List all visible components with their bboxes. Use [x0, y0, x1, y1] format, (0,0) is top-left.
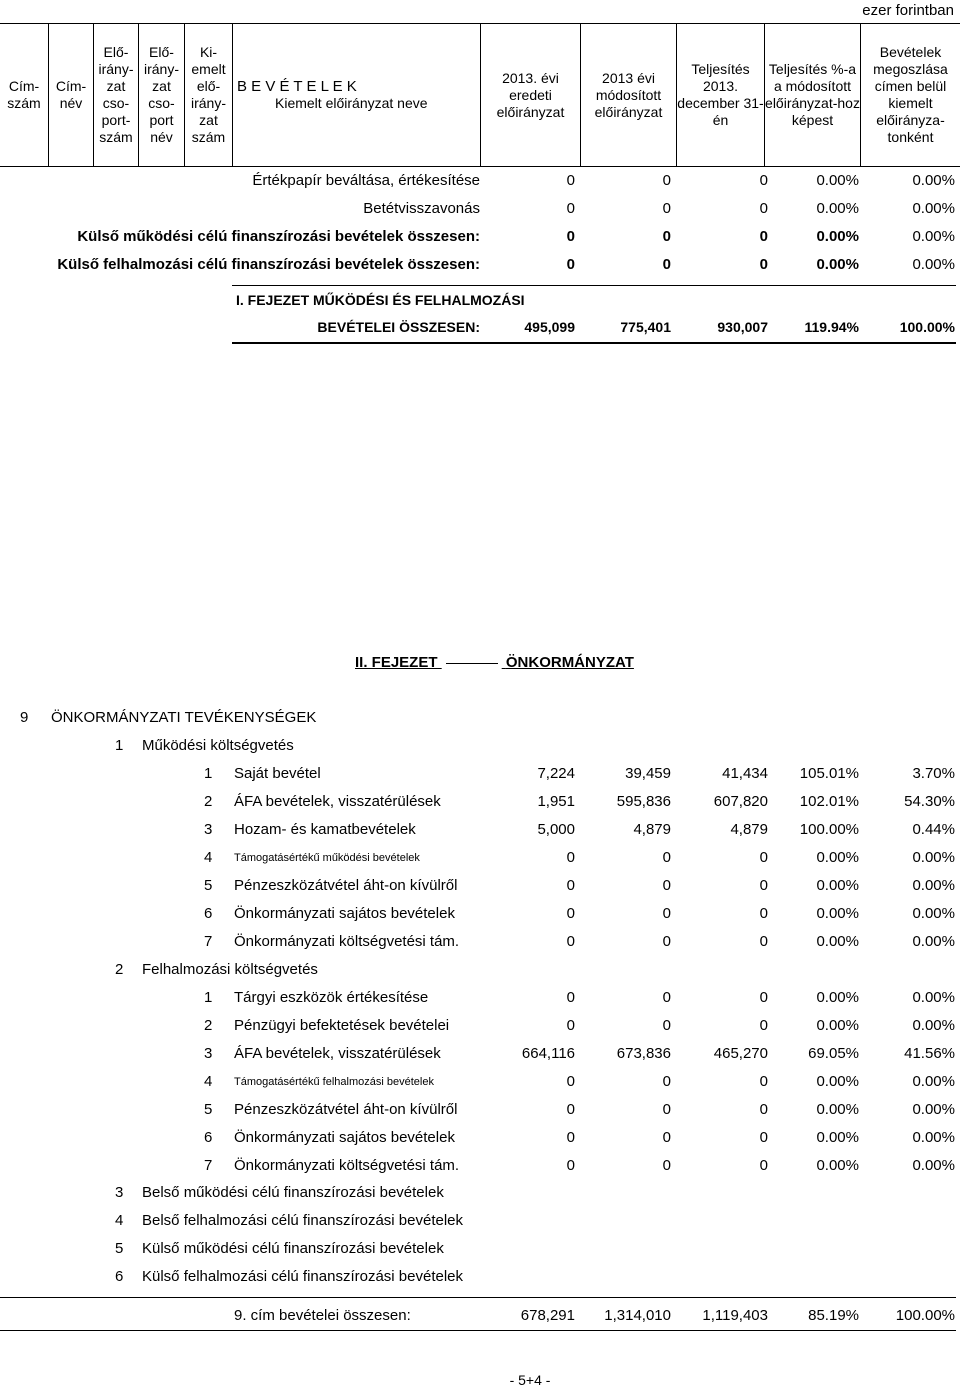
row-v3: 0 — [759, 1073, 768, 1090]
row-pct: 0.00% — [816, 1017, 859, 1034]
row-v1: 664,116 — [521, 1045, 575, 1062]
row-label: Önkormányzati sajátos bevételek — [234, 1129, 455, 1146]
row-share: 0.00% — [912, 877, 955, 894]
row-v3: 0 — [759, 905, 768, 922]
row-num: 1 — [204, 989, 213, 1006]
row-num: 3 — [204, 1045, 213, 1062]
header-csoportszam: Elő-irány-zat cso-port-szám — [93, 24, 138, 166]
row-share: 41.56% — [904, 1045, 955, 1062]
row-v3: 0 — [759, 256, 768, 273]
row-v3: 0 — [759, 1129, 768, 1146]
total9-share: 100.00% — [895, 1307, 955, 1324]
row-v2: 39,459 — [625, 765, 671, 782]
row-v3: 0 — [759, 933, 768, 950]
row-v2: 0 — [662, 1101, 671, 1118]
row-label: Pénzeszközátvétel áht-on kívülről — [234, 877, 458, 894]
row-pct: 0.00% — [816, 877, 859, 894]
chapter1-v1: 495,099 — [524, 319, 575, 335]
row-label: Önkormányzati költségvetési tám. — [234, 1157, 460, 1174]
row-pct: 0.00% — [816, 1073, 859, 1090]
row-pct: 0.00% — [816, 256, 859, 273]
row-label: ÁFA bevételek, visszatérülések — [234, 793, 441, 810]
row-v3: 607,820 — [713, 793, 768, 810]
row-v2: 0 — [662, 1129, 671, 1146]
row-v2: 0 — [662, 989, 671, 1006]
row-v1: 0 — [566, 877, 575, 894]
chapter2-name: ÖNKORMÁNYZAT — [505, 654, 634, 671]
row-pct: 0.00% — [816, 172, 859, 189]
row-v1: 0 — [566, 228, 575, 245]
row-label: Tárgyi eszközök értékesítése — [234, 989, 429, 1006]
group1-num: 1 — [115, 737, 124, 754]
row-v3: 0 — [759, 877, 768, 894]
header-megoszlas: Bevételek megoszlása címen belül kiemelt előirányza-tonként — [860, 24, 960, 166]
row-num: 7 — [204, 933, 213, 950]
row-pct: 0.00% — [816, 933, 859, 950]
row-v3: 0 — [759, 1157, 768, 1174]
row-label: Támogatásértékű felhalmozási bevételek — [234, 1076, 434, 1088]
title9-num: 9 — [20, 709, 29, 726]
row-v2: 673,836 — [616, 1045, 671, 1062]
row-pct: 0.00% — [816, 200, 859, 217]
divider-line — [232, 342, 956, 344]
row-pct: 100.00% — [799, 821, 859, 838]
row-num: 5 — [204, 1101, 213, 1118]
row-v2: 595,836 — [616, 793, 671, 810]
row-v1: 0 — [566, 933, 575, 950]
row-v3: 0 — [759, 989, 768, 1006]
group-num: 3 — [115, 1184, 124, 1201]
row-pct: 0.00% — [816, 989, 859, 1006]
row-label: Önkormányzati költségvetési tám. — [234, 933, 460, 950]
header-cimszam: Cím-szám — [7, 78, 41, 111]
group-num: 5 — [115, 1240, 124, 1257]
row-v1: 0 — [566, 1157, 575, 1174]
header-kiemeltszam: Ki-emelt elő-irány-zat szám — [184, 24, 232, 166]
row-v1: 7,224 — [537, 765, 575, 782]
header-eredeti: 2013. évi eredeti előirányzat — [480, 24, 580, 166]
total9-label: 9. cím bevételei összesen: — [234, 1307, 411, 1324]
row-v1: 0 — [566, 1073, 575, 1090]
title9-label: ÖNKORMÁNYZATI TEVÉKENYSÉGEK — [51, 709, 317, 726]
row-v2: 4,879 — [633, 821, 671, 838]
row-label: Pénzeszközátvétel áht-on kívülről — [234, 1101, 458, 1118]
row-pct: 0.00% — [816, 1101, 859, 1118]
row-share: 0.00% — [912, 172, 955, 189]
row-v3: 0 — [759, 200, 768, 217]
row-share: 0.00% — [912, 200, 955, 217]
group-label: Külső felhalmozási célú finanszírozási bevételek — [142, 1268, 463, 1285]
group-label: Külső működési célú finanszírozási bevételek — [142, 1240, 444, 1257]
row-v1: 0 — [566, 1017, 575, 1034]
row-v1: 0 — [566, 989, 575, 1006]
row-v3: 41,434 — [722, 765, 768, 782]
row-pct: 69.05% — [808, 1045, 859, 1062]
row-label: Külső működési célú finanszírozási bevételek összesen: — [77, 228, 480, 245]
header-csoportnev: Elő-irány-zat cso-port név — [138, 24, 184, 166]
header-cimnev: Cím-név — [48, 24, 93, 166]
header-modositott: 2013 évi módosított előirányzat — [580, 24, 676, 166]
row-label: Betétvisszavonás — [363, 200, 480, 217]
header-teljesites: Teljesítés 2013. december 31-én — [676, 24, 764, 166]
row-num: 2 — [204, 1017, 213, 1034]
row-label: Támogatásértékű működési bevételek — [234, 852, 420, 864]
header-szazalek: Teljesítés %-a a módosított előirányzat-hoz képest — [764, 24, 860, 166]
row-v1: 0 — [566, 200, 575, 217]
row-label: Hozam- és kamatbevételek — [234, 821, 416, 838]
row-share: 0.00% — [912, 933, 955, 950]
row-pct: 105.01% — [799, 765, 859, 782]
row-v1: 0 — [566, 1129, 575, 1146]
row-label: Önkormányzati sajátos bevételek — [234, 905, 455, 922]
chapter1-line1: I. FEJEZET MŰKÖDÉSI ÉS FELHALMOZÁSI — [236, 292, 525, 308]
row-num: 6 — [204, 905, 213, 922]
header-bevetelek-cell — [232, 24, 480, 166]
total9-v3: 1,119,403 — [702, 1307, 768, 1324]
row-v2: 0 — [662, 256, 671, 273]
row-label: Értékpapír beváltása, értékesítése — [252, 172, 480, 189]
row-num: 5 — [204, 877, 213, 894]
row-share: 0.00% — [912, 256, 955, 273]
header-bevetelek: B E V É T E L E K — [237, 78, 357, 95]
row-v2: 0 — [662, 1073, 671, 1090]
row-num: 4 — [204, 849, 213, 866]
row-v3: 0 — [759, 172, 768, 189]
row-num: 6 — [204, 1129, 213, 1146]
row-v2: 0 — [662, 933, 671, 950]
row-v1: 5,000 — [537, 821, 575, 838]
chapter1-share: 100.00% — [899, 319, 955, 335]
total9-v2: 1,314,010 — [604, 1307, 671, 1324]
group-label: Belső működési célú finanszírozási bevételek — [142, 1184, 444, 1201]
page-number: - 5+4 - — [509, 1372, 551, 1388]
row-pct: 0.00% — [816, 1157, 859, 1174]
row-num: 2 — [204, 793, 213, 810]
row-v2: 0 — [662, 905, 671, 922]
row-share: 0.00% — [912, 1157, 955, 1174]
row-v2: 0 — [662, 849, 671, 866]
row-share: 3.70% — [912, 765, 955, 782]
chapter2-title: II. FEJEZET — [355, 654, 438, 671]
row-v1: 0 — [566, 256, 575, 273]
row-label: ÁFA bevételek, visszatérülések — [234, 1045, 441, 1062]
row-v2: 0 — [662, 877, 671, 894]
row-v3: 0 — [759, 228, 768, 245]
group-label: Belső felhalmozási célú finanszírozási bevételek — [142, 1212, 463, 1229]
chapter1-v3: 930,007 — [717, 319, 768, 335]
row-num: 3 — [204, 821, 213, 838]
row-share: 0.00% — [912, 905, 955, 922]
row-share: 0.00% — [912, 228, 955, 245]
row-v1: 0 — [566, 1101, 575, 1118]
row-label: Külső felhalmozási célú finanszírozási bevételek összesen: — [57, 256, 480, 273]
row-share: 54.30% — [904, 793, 955, 810]
row-v3: 465,270 — [713, 1045, 768, 1062]
group-num: 4 — [115, 1212, 124, 1229]
group-num: 6 — [115, 1268, 124, 1285]
chapter1-line2: BEVÉTELEI ÖSSZESEN: — [317, 319, 480, 335]
row-v2: 0 — [662, 172, 671, 189]
row-v1: 0 — [566, 905, 575, 922]
row-num: 7 — [204, 1157, 213, 1174]
row-v2: 0 — [662, 1017, 671, 1034]
row-share: 0.44% — [912, 821, 955, 838]
divider-line — [0, 1330, 956, 1331]
row-share: 0.00% — [912, 1101, 955, 1118]
row-v1: 0 — [566, 172, 575, 189]
divider-line — [232, 285, 956, 286]
row-v3: 0 — [759, 1017, 768, 1034]
chapter2-title-block — [355, 654, 634, 671]
chapter1-v2: 775,401 — [620, 319, 671, 335]
row-v3: 0 — [759, 849, 768, 866]
row-num: 4 — [204, 1073, 213, 1090]
total9-v1: 678,291 — [520, 1307, 575, 1324]
row-num: 1 — [204, 765, 213, 782]
group1-label: Működési költségvetés — [142, 737, 294, 754]
row-v2: 0 — [662, 200, 671, 217]
row-share: 0.00% — [912, 1073, 955, 1090]
chapter2-dash — [446, 663, 498, 664]
row-v3: 0 — [759, 1101, 768, 1118]
group2-label: Felhalmozási költségvetés — [142, 961, 318, 978]
chapter1-pct: 119.94% — [804, 319, 859, 335]
divider-line — [0, 1297, 956, 1298]
group2-num: 2 — [115, 961, 124, 978]
row-v2: 0 — [662, 228, 671, 245]
row-label: Saját bevétel — [234, 765, 321, 782]
row-v1: 1,951 — [537, 793, 575, 810]
header-kiemelt-neve: Kiemelt előirányzat neve — [275, 95, 428, 111]
row-v2: 0 — [662, 1157, 671, 1174]
total9-pct: 85.19% — [808, 1307, 859, 1324]
row-v1: 0 — [566, 849, 575, 866]
row-label: Pénzügyi befektetések bevételei — [234, 1017, 450, 1034]
row-share: 0.00% — [912, 849, 955, 866]
row-pct: 0.00% — [816, 905, 859, 922]
row-share: 0.00% — [912, 1017, 955, 1034]
row-pct: 0.00% — [816, 849, 859, 866]
row-pct: 102.01% — [799, 793, 859, 810]
row-share: 0.00% — [912, 1129, 955, 1146]
row-pct: 0.00% — [816, 228, 859, 245]
row-pct: 0.00% — [816, 1129, 859, 1146]
row-share: 0.00% — [912, 989, 955, 1006]
row-v3: 4,879 — [730, 821, 768, 838]
unit-label: ezer forintban — [862, 2, 954, 19]
